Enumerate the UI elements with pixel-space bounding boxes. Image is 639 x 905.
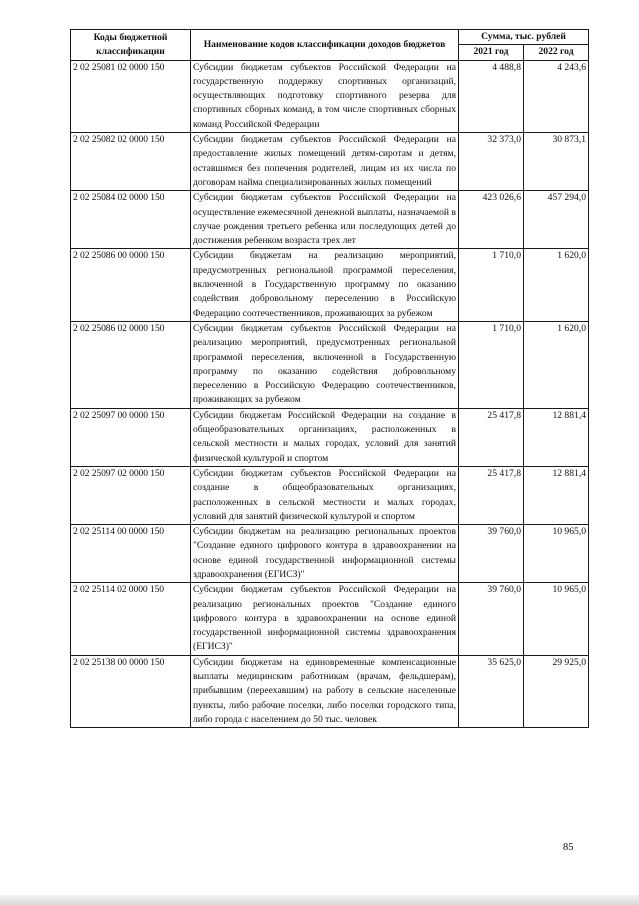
header-name: Наименование кодов классификации доходов бюджетов (191, 30, 459, 61)
table-row (71, 466, 589, 524)
row-amount-2022: 10 965,0 (524, 525, 589, 583)
row-code: 2 02 25114 02 0000 150 (71, 583, 191, 655)
row-name: Субсидии бюджетам субъектов Российской Федерации на государственную поддержку спортивных организаций, осуществляющих подготовку спортивного резерва для спортивных сборных команд, в том числе спортивных сборных команд Российской Федерации (191, 60, 459, 132)
row-code: 2 02 25097 00 0000 150 (71, 408, 191, 466)
header-year-2021: 2021 год (459, 45, 524, 60)
row-code: 2 02 25086 00 0000 150 (71, 249, 191, 321)
row-amount-2022: 10 965,0 (524, 583, 589, 655)
row-amount-2022: 29 925,0 (524, 655, 589, 727)
row-name: Субсидии бюджетам субъектов Российской Федерации на осуществление ежемесячной денежной выплаты, назначаемой в случае рождения третьего ребенка или последующих детей до достижения ребенком возраста трех лет (191, 191, 459, 249)
table-row (71, 249, 589, 321)
row-name: Субсидии бюджетам на единовременные компенсационные выплаты медицинским работникам (врачам, фельдшерам), прибывшим (переехавшим) на работу в сельские населенные пункты, либо рабочие поселки, либо поселки городского типа, либо города с населением до 50 тыс. человек (191, 655, 459, 727)
header-codes: Коды бюджетной классификации (71, 30, 191, 61)
table-row (71, 60, 589, 132)
row-amount-2021: 1 710,0 (459, 249, 524, 321)
budget-revenue-table (70, 29, 589, 728)
row-code: 2 02 25138 00 0000 150 (71, 655, 191, 727)
row-amount-2022: 1 620,0 (524, 321, 589, 408)
row-amount-2022: 457 294,0 (524, 191, 589, 249)
row-amount-2022: 1 620,0 (524, 249, 589, 321)
page-number: 85 (563, 842, 574, 853)
row-amount-2022: 12 881,4 (524, 466, 589, 524)
row-code: 2 02 25114 00 0000 150 (71, 525, 191, 583)
row-amount-2021: 39 760,0 (459, 583, 524, 655)
row-amount-2022: 30 873,1 (524, 133, 589, 191)
row-name: Субсидии бюджетам на реализацию мероприятий, предусмотренных региональной программой переселения, включенной в Государственную программу по оказанию содействия добровольному переселению в Российскую Федерацию соотечественников, проживающих за рубежом (191, 249, 459, 321)
row-code: 2 02 25097 02 0000 150 (71, 466, 191, 524)
table-row (71, 408, 589, 466)
table-row (71, 583, 589, 655)
row-amount-2021: 39 760,0 (459, 525, 524, 583)
header-year-2022: 2022 год (524, 45, 589, 60)
row-amount-2021: 423 026,6 (459, 191, 524, 249)
table-row (71, 191, 589, 249)
row-name: Субсидии бюджетам субъектов Российской Федерации на реализацию мероприятий, предусмотренных региональной программой переселения, включенной в Государственную программу по оказанию содействия добровольному переселению в Российскую Федерацию соотечественников, проживающих за рубежом (191, 321, 459, 408)
row-amount-2022: 4 243,6 (524, 60, 589, 132)
row-name: Субсидии бюджетам субъектов Российской Федерации на реализацию региональных проектов "Создание единого цифрового контура в здравоохранении на основе единой государственной информационной системы здравоохранения (ЕГИСЗ)" (191, 583, 459, 655)
row-name: Субсидии бюджетам на реализацию региональных проектов "Создание единого цифрового контура в здравоохранении на основе единой государственной информационной системы здравоохранения (ЕГИСЗ)" (191, 525, 459, 583)
row-name: Субсидии бюджетам субъектов Российской Федерации на создание в общеобразовательных организациях, расположенных в сельской местности и малых городах, условий для занятий физической культурой и спортом (191, 466, 459, 524)
row-amount-2021: 25 417,8 (459, 408, 524, 466)
row-name: Субсидии бюджетам субъектов Российской Федерации на предоставление жилых помещений детям-сиротам и детям, оставшимся без попечения родителей, лицам из их числа по договорам найма специализированных жилых помещений (191, 133, 459, 191)
row-code: 2 02 25086 02 0000 150 (71, 321, 191, 408)
row-name: Субсидии бюджетам Российской Федерации на создание в общеобразовательных организациях, расположенных в сельской местности и малых городах, условий для занятий физической культурой и спортом (191, 408, 459, 466)
header-amount: Сумма, тыс. рублей (459, 30, 589, 45)
row-code: 2 02 25082 02 0000 150 (71, 133, 191, 191)
row-amount-2021: 35 625,0 (459, 655, 524, 727)
scan-edge-shadow (0, 895, 639, 905)
table-row (71, 655, 589, 727)
row-amount-2022: 12 881,4 (524, 408, 589, 466)
row-code: 2 02 25081 02 0000 150 (71, 60, 191, 132)
row-amount-2021: 1 710,0 (459, 321, 524, 408)
row-amount-2021: 25 417,8 (459, 466, 524, 524)
table-row (71, 133, 589, 191)
table-row (71, 525, 589, 583)
row-code: 2 02 25084 02 0000 150 (71, 191, 191, 249)
table-row (71, 321, 589, 408)
row-amount-2021: 4 488,8 (459, 60, 524, 132)
row-amount-2021: 32 373,0 (459, 133, 524, 191)
